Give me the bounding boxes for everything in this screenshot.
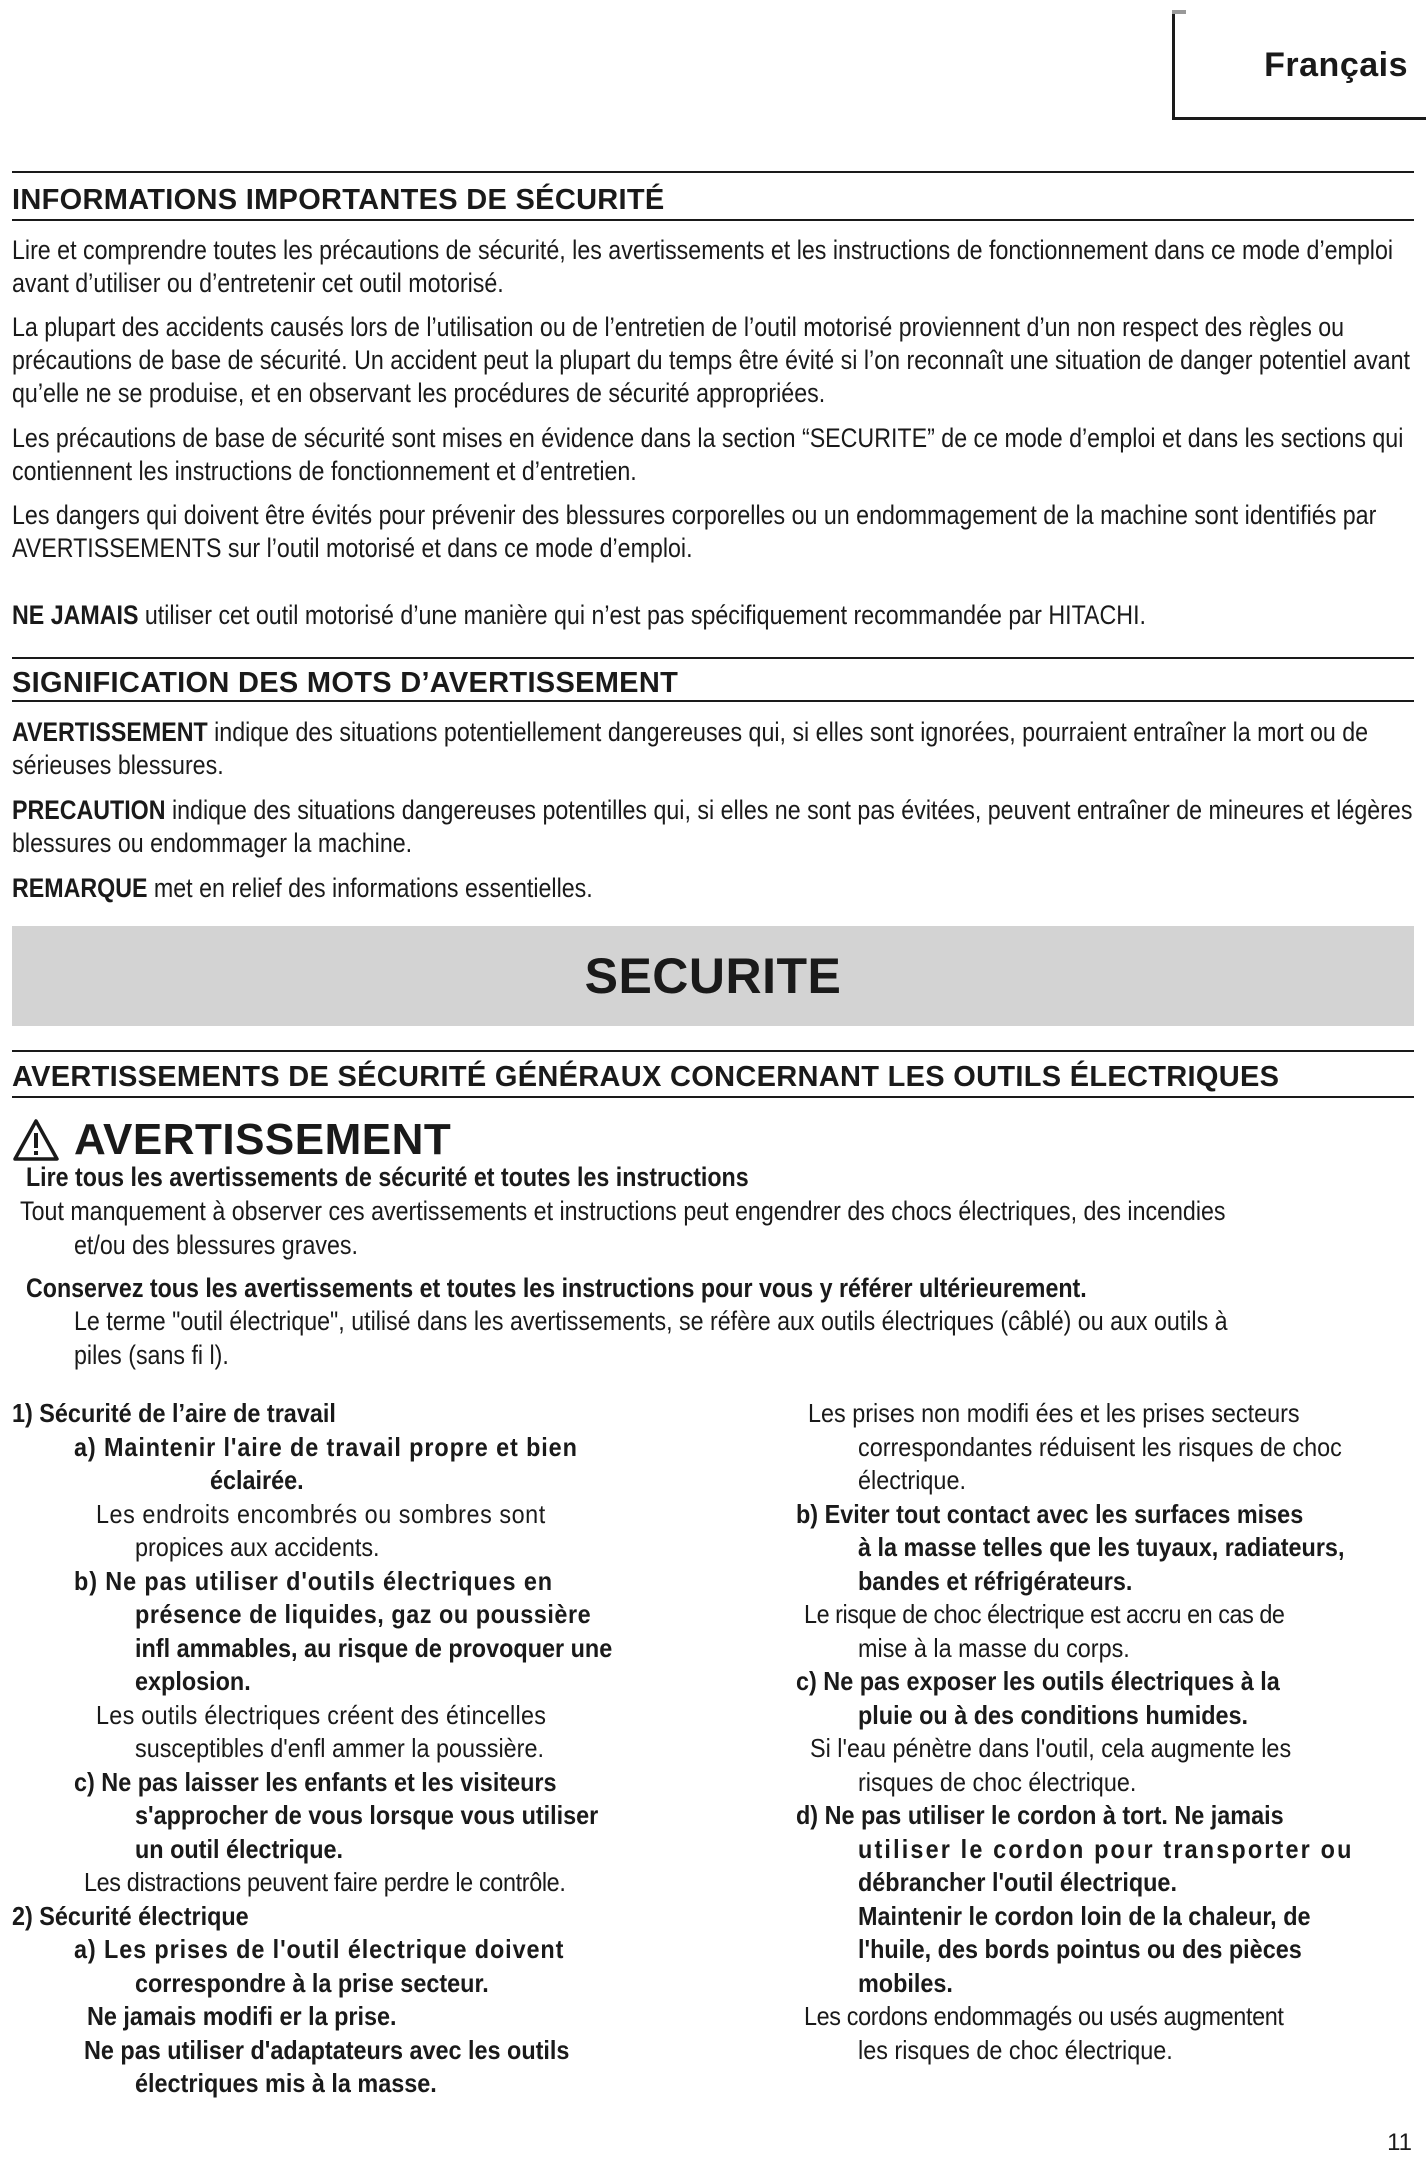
list-item: 2) Sécurité électrique bbox=[12, 1900, 249, 1931]
list-item: Les distractions peuvent faire perdre le contrôle. bbox=[84, 1867, 566, 1897]
list-item: c) Ne pas exposer les outils électriques à la bbox=[796, 1666, 1280, 1696]
list-item: les risques de choc électrique. bbox=[858, 2034, 1173, 2065]
list-item: mobiles. bbox=[858, 1967, 953, 1998]
term-line-2: piles (sans fi l). bbox=[74, 1340, 229, 1370]
list-item: infl ammables, au risque de provoquer une bbox=[135, 1632, 613, 1663]
rule-top bbox=[12, 171, 1414, 173]
never-paragraph bbox=[12, 599, 1414, 632]
info-paragraph-4: Les dangers qui doivent être évités pour prévenir des blessures corporelles ou un endommagement de la machine sont identifiés par AVERTISSEMENTS sur l’outil motorisé et dans ce mode d’emploi. bbox=[12, 500, 1377, 563]
list-item: Les outils électriques créent des étincelles bbox=[96, 1699, 547, 1730]
keep-all-instructions: Conservez tous les avertissements et toutes les instructions pour vous y référer ultérieurement. bbox=[26, 1273, 1087, 1303]
list-item: correspondantes réduisent les risques de choc bbox=[858, 1431, 1342, 1462]
list-item: a) Maintenir l'aire de travail propre et bien bbox=[74, 1431, 578, 1462]
list-item: c) Ne pas laisser les enfants et les visiteurs bbox=[74, 1766, 557, 1797]
list-item: Ne jamais modifi er la prise. bbox=[87, 2001, 397, 2031]
read-all-instructions: Lire tous les avertissements de sécurité et toutes les instructions bbox=[26, 1162, 749, 1192]
caution-rest: indique des situations dangereuses potentilles qui, si elles ne sont pas évitées, peuvent entraîner de mineures et légères blessures ou endommager la machine. bbox=[12, 795, 1413, 858]
rule-general-bottom bbox=[12, 1096, 1414, 1098]
never-rest: utiliser cet outil motorisé d’une manière qui n’est pas spécifiquement recommandée par HITACHI. bbox=[138, 600, 1146, 630]
rule-signal-top bbox=[12, 657, 1414, 659]
list-item: Maintenir le cordon loin de la chaleur, de bbox=[858, 1900, 1311, 1931]
page-number: 11 bbox=[1387, 2129, 1412, 2156]
caution-bold: PRECAUTION bbox=[12, 795, 166, 825]
failure-line-2: et/ou des blessures graves. bbox=[74, 1230, 358, 1260]
list-item: Le risque de choc électrique est accru en cas de bbox=[804, 1599, 1285, 1629]
list-item: 1) Sécurité de l’aire de travail bbox=[12, 1398, 336, 1428]
list-item: correspondre à la prise secteur. bbox=[135, 1967, 489, 1998]
list-item: propices aux accidents. bbox=[135, 1532, 380, 1562]
list-item: utiliser le cordon pour transporter ou bbox=[858, 1833, 1354, 1864]
right-column bbox=[796, 1397, 1416, 2067]
signal-note bbox=[12, 872, 1414, 905]
warning-bold: AVERTISSEMENT bbox=[12, 717, 208, 747]
list-item: Les prises non modifi ées et les prises secteurs bbox=[808, 1398, 1300, 1428]
language-tab bbox=[1172, 10, 1426, 120]
list-item: mise à la masse du corps. bbox=[858, 1632, 1130, 1663]
signal-warning bbox=[12, 716, 1414, 782]
list-item: Si l'eau pénètre dans l'outil, cela augmente les bbox=[810, 1733, 1292, 1763]
signal-caution bbox=[12, 794, 1414, 860]
rule-signal-bottom bbox=[12, 700, 1414, 702]
securite-title: SECURITE bbox=[584, 948, 842, 1004]
list-item: un outil électrique. bbox=[135, 1833, 344, 1864]
warning-heading: AVERTISSEMENT bbox=[74, 1115, 452, 1164]
tab-tick bbox=[1172, 10, 1186, 14]
list-item: explosion. bbox=[135, 1666, 251, 1696]
list-item: bandes et réfrigérateurs. bbox=[858, 1565, 1133, 1596]
warning-triangle-icon bbox=[12, 1118, 60, 1162]
heading-info: INFORMATIONS IMPORTANTES DE SÉCURITÉ bbox=[12, 184, 665, 216]
warning-rest: indique des situations potentiellement dangereuses qui, si elles sont ignorées, pourraient entraîner la mort ou de sérieuses blessures. bbox=[12, 717, 1369, 780]
rule-general-top bbox=[12, 1050, 1414, 1052]
list-item: risques de choc électrique. bbox=[858, 1766, 1137, 1797]
info-paragraph-1: Lire et comprendre toutes les précautions de sécurité, les avertissements et les instructions de fonctionnement dans ce mode d’emploi avant d’utiliser ou d’entretenir cet outil motorisé. bbox=[12, 235, 1394, 298]
list-item: éclairée. bbox=[210, 1465, 304, 1495]
list-item: d) Ne pas utiliser le cordon à tort. Ne jamais bbox=[796, 1800, 1284, 1830]
warning-title bbox=[12, 1115, 451, 1165]
note-bold: REMARQUE bbox=[12, 873, 148, 903]
list-item: b) Eviter tout contact avec les surfaces mises bbox=[796, 1498, 1304, 1529]
list-item: b) Ne pas utiliser d'outils électriques en bbox=[74, 1565, 553, 1596]
list-item: à la masse telles que les tuyaux, radiateurs, bbox=[858, 1532, 1345, 1562]
securite-band bbox=[12, 926, 1414, 1026]
term-line-1: Le terme "outil électrique", utilisé dans les avertissements, se réfère aux outils électriques (câblé) ou aux outils à bbox=[74, 1306, 1228, 1336]
language-label: Français bbox=[1264, 46, 1408, 84]
list-item: susceptibles d'enfl ammer la poussière. bbox=[135, 1733, 544, 1763]
list-item: débrancher l'outil électrique. bbox=[858, 1867, 1177, 1897]
note-rest: met en relief des informations essentielles. bbox=[147, 873, 593, 903]
list-item: pluie ou à des conditions humides. bbox=[858, 1699, 1249, 1730]
info-paragraph-2: La plupart des accidents causés lors de l’utilisation ou de l’entretien de l’outil motorisé proviennent d’un non respect des règles ou précautions de base de sécurité. Un accident peut la plupart du temps être évité si l’on reconnaît une situation de danger potentiel avant qu’elle ne se produise, et en observant les procédures de sécurité appropriées. bbox=[12, 312, 1410, 408]
failure-line-1: Tout manquement à observer ces avertissements et instructions peut engendrer des chocs électriques, des incendies bbox=[20, 1196, 1226, 1226]
list-item: électriques mis à la masse. bbox=[135, 2068, 437, 2098]
info-paragraph-3: Les précautions de base de sécurité sont mises en évidence dans la section “SECURITE” de ce mode d’emploi et dans les sections qui contiennent les instructions de fonctionnement et d’entretien. bbox=[12, 423, 1404, 486]
list-item: présence de liquides, gaz ou poussière bbox=[135, 1599, 592, 1629]
heading-general-warnings: AVERTISSEMENTS DE SÉCURITÉ GÉNÉRAUX CONCERNANT LES OUTILS ÉLECTRIQUES bbox=[12, 1061, 1280, 1093]
heading-signal-words: SIGNIFICATION DES MOTS D’AVERTISSEMENT bbox=[12, 667, 679, 699]
list-item: électrique. bbox=[858, 1465, 966, 1495]
never-bold: NE JAMAIS bbox=[12, 600, 139, 630]
list-item: s'approcher de vous lorsque vous utiliser bbox=[135, 1800, 599, 1830]
rule-info-bottom bbox=[12, 219, 1414, 221]
list-item: Ne pas utiliser d'adaptateurs avec les outils bbox=[84, 2034, 570, 2065]
list-item: Les endroits encombrés ou sombres sont bbox=[96, 1498, 546, 1529]
list-item: Les cordons endommagés ou usés augmentent bbox=[804, 2001, 1284, 2031]
left-column bbox=[12, 1397, 702, 2101]
list-item: a) Les prises de l'outil électrique doivent bbox=[74, 1934, 565, 1964]
list-item: l'huile, des bords pointus ou des pièces bbox=[858, 1934, 1302, 1964]
